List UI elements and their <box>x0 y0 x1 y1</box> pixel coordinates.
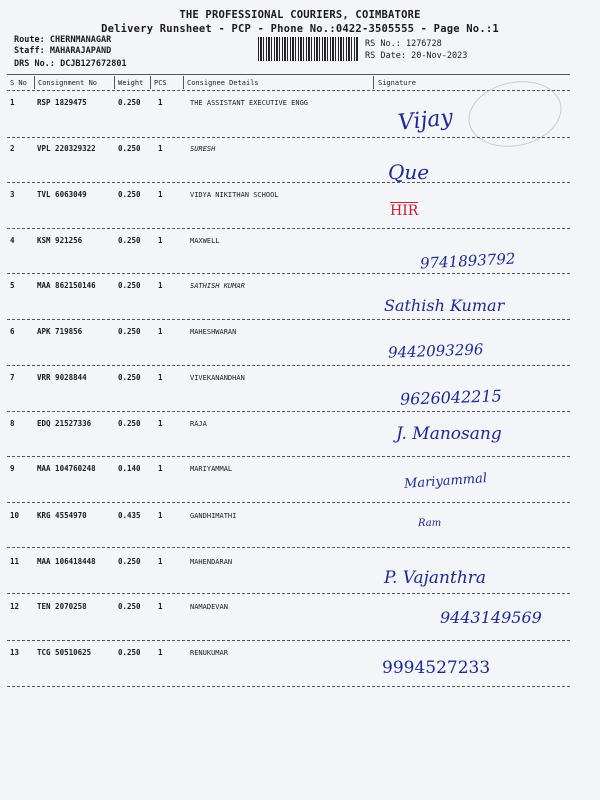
row-consignment: VRR 9028844 <box>37 373 87 382</box>
row-pcs: 1 <box>158 648 163 657</box>
row-consignee: THE ASSISTANT EXECUTIVE ENGG <box>190 99 309 107</box>
row-divider <box>7 456 570 457</box>
row-consignee: MAXWELL <box>190 237 220 245</box>
row-weight: 0.250 <box>118 98 141 107</box>
drs-line <box>14 59 127 69</box>
rs-date-value: 20-Nov-2023 <box>411 51 468 61</box>
row-sno: 6 <box>10 327 15 336</box>
header-top-rule <box>7 74 570 75</box>
row-divider <box>7 273 570 274</box>
col-pcs: PCS <box>154 79 167 87</box>
row-sno: 11 <box>10 557 20 566</box>
row-consignee: MARIYAMMAL <box>190 465 233 473</box>
row-signature: Vijay <box>396 105 455 136</box>
row-sno: 12 <box>10 602 20 611</box>
col-divider <box>34 76 35 89</box>
row-signature: Que <box>388 160 430 184</box>
row-pcs: 1 <box>158 236 163 245</box>
row-divider <box>7 228 570 229</box>
col-divider <box>114 76 115 89</box>
row-consignment: TVL 6063049 <box>37 190 87 199</box>
row-signature: Mariyammal <box>403 471 488 492</box>
row-signature: 9626042215 <box>399 386 503 409</box>
row-weight: 0.250 <box>118 327 141 336</box>
row-divider <box>7 411 570 412</box>
col-weight: Weight <box>118 79 144 87</box>
row-consignment: MAA 106418448 <box>37 557 96 566</box>
row-consignee: VIVEKANANDHAN <box>190 374 245 382</box>
row-sno: 1 <box>10 98 15 107</box>
row-signature: Sathish Kumar <box>384 296 505 315</box>
rs-no-line <box>365 39 442 49</box>
row-consignment: KRG 4554970 <box>37 511 87 520</box>
row-weight: 0.250 <box>118 236 141 245</box>
drs-label: DRS No.: <box>14 59 55 69</box>
row-consignment: TEN 2070258 <box>37 602 87 611</box>
row-sno: 5 <box>10 281 15 290</box>
row-signature: HIR <box>390 203 419 219</box>
col-sno: S No <box>10 79 27 87</box>
row-weight: 0.250 <box>118 557 141 566</box>
row-sno: 9 <box>10 464 15 473</box>
barcode <box>258 37 358 61</box>
row-signature: J. Manosang <box>396 424 502 444</box>
row-consignment: TCG 50510625 <box>37 648 92 657</box>
row-signature: P. Vajanthra <box>384 568 487 588</box>
row-consignment: APK 719856 <box>37 327 83 336</box>
row-divider <box>7 502 570 503</box>
row-consignee: MAHENDARAN <box>190 558 233 566</box>
row-consignee: MAHESHWARAN <box>190 328 237 336</box>
delivery-stamp <box>462 73 567 155</box>
row-consignee: NAMADEVAN <box>190 603 228 611</box>
row-weight: 0.250 <box>118 648 141 657</box>
company-title: THE PROFESSIONAL COURIERS, COIMBATORE <box>179 9 421 21</box>
col-divider <box>183 76 184 89</box>
route-label: Route: <box>14 35 45 45</box>
row-consignee: GANDHIMATHI <box>190 512 237 520</box>
row-consignee: RENUKUMAR <box>190 649 228 657</box>
row-consignee: RAJA <box>190 420 207 428</box>
row-pcs: 1 <box>158 464 163 473</box>
row-sno: 2 <box>10 144 15 153</box>
rs-no-label: RS No.: <box>365 39 401 49</box>
row-divider <box>7 640 570 641</box>
row-pcs: 1 <box>158 98 163 107</box>
row-signature: 9741893792 <box>419 249 516 273</box>
rs-date-line <box>365 51 467 61</box>
row-signature: 9443149569 <box>440 608 542 627</box>
row-divider <box>7 593 570 594</box>
row-signature: 9442093296 <box>387 340 484 362</box>
row-consignee: VIDYA NIKITHAN SCHOOL <box>190 191 279 199</box>
row-signature: Ram <box>418 518 442 529</box>
row-pcs: 1 <box>158 281 163 290</box>
col-signature: Signature <box>378 79 416 87</box>
row-pcs: 1 <box>158 327 163 336</box>
row-consignment: MAA 862150146 <box>37 281 96 290</box>
row-pcs: 1 <box>158 144 163 153</box>
staff-label: Staff: <box>14 46 45 56</box>
row-sno: 10 <box>10 511 20 520</box>
row-weight: 0.250 <box>118 602 141 611</box>
rs-date-label: RS Date: <box>365 51 406 61</box>
row-consignee: SURESH <box>190 145 216 153</box>
route-line <box>14 35 111 45</box>
staff-value: MAHARAJAPAND <box>49 46 112 56</box>
row-consignment: KSM 921256 <box>37 236 83 245</box>
row-weight: 0.250 <box>118 419 141 428</box>
row-weight: 0.250 <box>118 281 141 290</box>
row-pcs: 1 <box>158 419 163 428</box>
rs-no-value: 1276728 <box>405 39 442 49</box>
row-consignment: MAA 104760248 <box>37 464 96 473</box>
row-divider <box>7 547 570 548</box>
row-divider <box>7 319 570 320</box>
drs-value: DCJB127672801 <box>60 59 127 69</box>
row-sno: 7 <box>10 373 15 382</box>
row-divider <box>7 365 570 366</box>
row-pcs: 1 <box>158 511 163 520</box>
col-details: Consignee Details <box>187 79 259 87</box>
row-pcs: 1 <box>158 602 163 611</box>
row-sno: 8 <box>10 419 15 428</box>
row-consignment: EDQ 21527336 <box>37 419 92 428</box>
row-weight: 0.250 <box>118 190 141 199</box>
col-consignment: Consignment No <box>38 79 98 87</box>
runsheet-subtitle: Delivery Runsheet - PCP - Phone No.:0422-3505555 - Page No.:1 <box>101 23 499 35</box>
row-weight: 0.140 <box>118 464 141 473</box>
row-pcs: 1 <box>158 557 163 566</box>
row-sno: 4 <box>10 236 15 245</box>
row-weight: 0.435 <box>118 511 141 520</box>
row-pcs: 1 <box>158 373 163 382</box>
col-divider <box>373 76 374 89</box>
row-divider <box>7 137 570 138</box>
row-weight: 0.250 <box>118 144 141 153</box>
row-consignment: RSP 1829475 <box>37 98 87 107</box>
row-divider <box>7 686 570 687</box>
row-divider <box>7 182 570 183</box>
col-divider <box>150 76 151 89</box>
row-signature: 9994527233 <box>382 658 491 678</box>
row-consignee: SATHISH KUMAR <box>190 282 245 290</box>
staff-line <box>14 46 111 56</box>
row-sno: 13 <box>10 648 20 657</box>
row-consignment: VPL 220329322 <box>37 144 96 153</box>
row-sno: 3 <box>10 190 15 199</box>
route-value: CHERNMANAGAR <box>49 35 112 45</box>
row-pcs: 1 <box>158 190 163 199</box>
row-weight: 0.250 <box>118 373 141 382</box>
